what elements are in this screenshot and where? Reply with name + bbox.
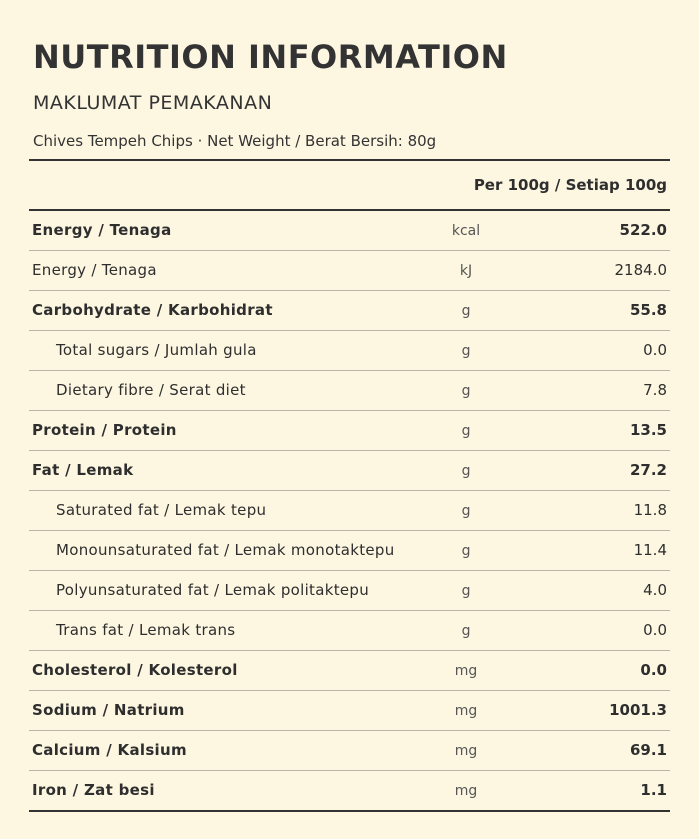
- table-row: [29, 531, 670, 571]
- nutrient-name: Protein / Protein: [32, 421, 177, 439]
- nutrient-name: Dietary fibre / Serat diet: [56, 381, 246, 399]
- nutrient-value: 27.2: [629, 461, 667, 479]
- nutrient-name: Energy / Tenaga: [32, 221, 172, 239]
- nutrient-unit-text: kJ: [459, 263, 473, 279]
- table-row: [29, 291, 670, 331]
- nutrient-name: Polyunsaturated fat / Lemak politaktepu: [56, 581, 370, 599]
- table-row: [29, 651, 670, 691]
- nutrient-value: 55.8: [629, 301, 667, 319]
- nutrient-value: 4.0: [643, 581, 667, 599]
- nutrient-value: 0.0: [643, 341, 667, 359]
- nutrient-name: Calcium / Kalsium: [32, 741, 187, 759]
- nutrient-value: 0.0: [643, 621, 667, 639]
- nutrient-unit-text: mg: [454, 663, 478, 679]
- nutrient-unit-text: g: [461, 303, 471, 319]
- nutrient-name: Cholesterol / Kolesterol: [32, 661, 238, 679]
- table-row: [29, 771, 670, 812]
- nutrient-value: 2184.0: [614, 261, 667, 279]
- table-row: [29, 691, 670, 731]
- nutrient-value: 1.1: [640, 781, 667, 799]
- nutrient-name: Sodium / Natrium: [32, 701, 185, 719]
- nutrient-value: 0.0: [640, 661, 667, 679]
- nutrient-unit-text: g: [461, 503, 471, 519]
- table-row: [29, 731, 670, 771]
- nutrient-name: Saturated fat / Lemak tepu: [56, 501, 267, 519]
- table-row: [29, 611, 670, 651]
- nutrient-unit-text: g: [461, 623, 471, 639]
- table-header: [29, 161, 670, 211]
- product-line: Chives Tempeh Chips · Net Weight / Berat Bersih: 80g: [33, 132, 437, 150]
- nutrient-value: 522.0: [619, 221, 667, 239]
- nutrient-name: Energy / Tenaga: [32, 261, 157, 279]
- table-row: [29, 491, 670, 531]
- nutrient-name: Monounsaturated fat / Lemak monotaktepu: [56, 541, 395, 559]
- nutrient-name: Carbohydrate / Karbohidrat: [32, 301, 273, 319]
- nutrient-name: Trans fat / Lemak trans: [56, 621, 236, 639]
- nutrient-unit-text: g: [461, 423, 471, 439]
- table-row: [29, 371, 670, 411]
- table-row: [29, 331, 670, 371]
- table-row: [29, 211, 670, 251]
- nutrient-unit-text: g: [461, 343, 471, 359]
- nutrient-name: Total sugars / Jumlah gula: [56, 341, 257, 359]
- nutrient-value: 13.5: [629, 421, 667, 439]
- table-row: [29, 571, 670, 611]
- nutrient-unit-text: mg: [454, 783, 478, 799]
- table-row: [29, 411, 670, 451]
- nutrition-table: [29, 211, 670, 812]
- nutrient-unit-text: g: [461, 543, 471, 559]
- table-row: [29, 251, 670, 291]
- nutrient-unit-text: g: [461, 383, 471, 399]
- nutrient-value: 11.8: [633, 501, 667, 519]
- nutrient-value: 11.4: [633, 541, 667, 559]
- nutrient-unit-text: mg: [454, 703, 478, 719]
- nutrient-unit-text: mg: [454, 743, 478, 759]
- nutrient-unit-text: g: [461, 583, 471, 599]
- nutrient-unit-text: g: [461, 463, 471, 479]
- nutrient-name: Iron / Zat besi: [32, 781, 155, 799]
- nutrient-name: Fat / Lemak: [32, 461, 134, 479]
- nutrient-unit-text: kcal: [451, 223, 481, 239]
- page-subtitle: MAKLUMAT PEMAKANAN: [33, 92, 273, 114]
- table-row: [29, 451, 670, 491]
- column-header-per-100g: Per 100g / Setiap 100g: [473, 176, 667, 194]
- nutrient-value: 1001.3: [609, 701, 667, 719]
- nutrient-value: 69.1: [629, 741, 667, 759]
- nutrient-value: 7.8: [643, 381, 667, 399]
- page-title: NUTRITION INFORMATION: [33, 38, 508, 76]
